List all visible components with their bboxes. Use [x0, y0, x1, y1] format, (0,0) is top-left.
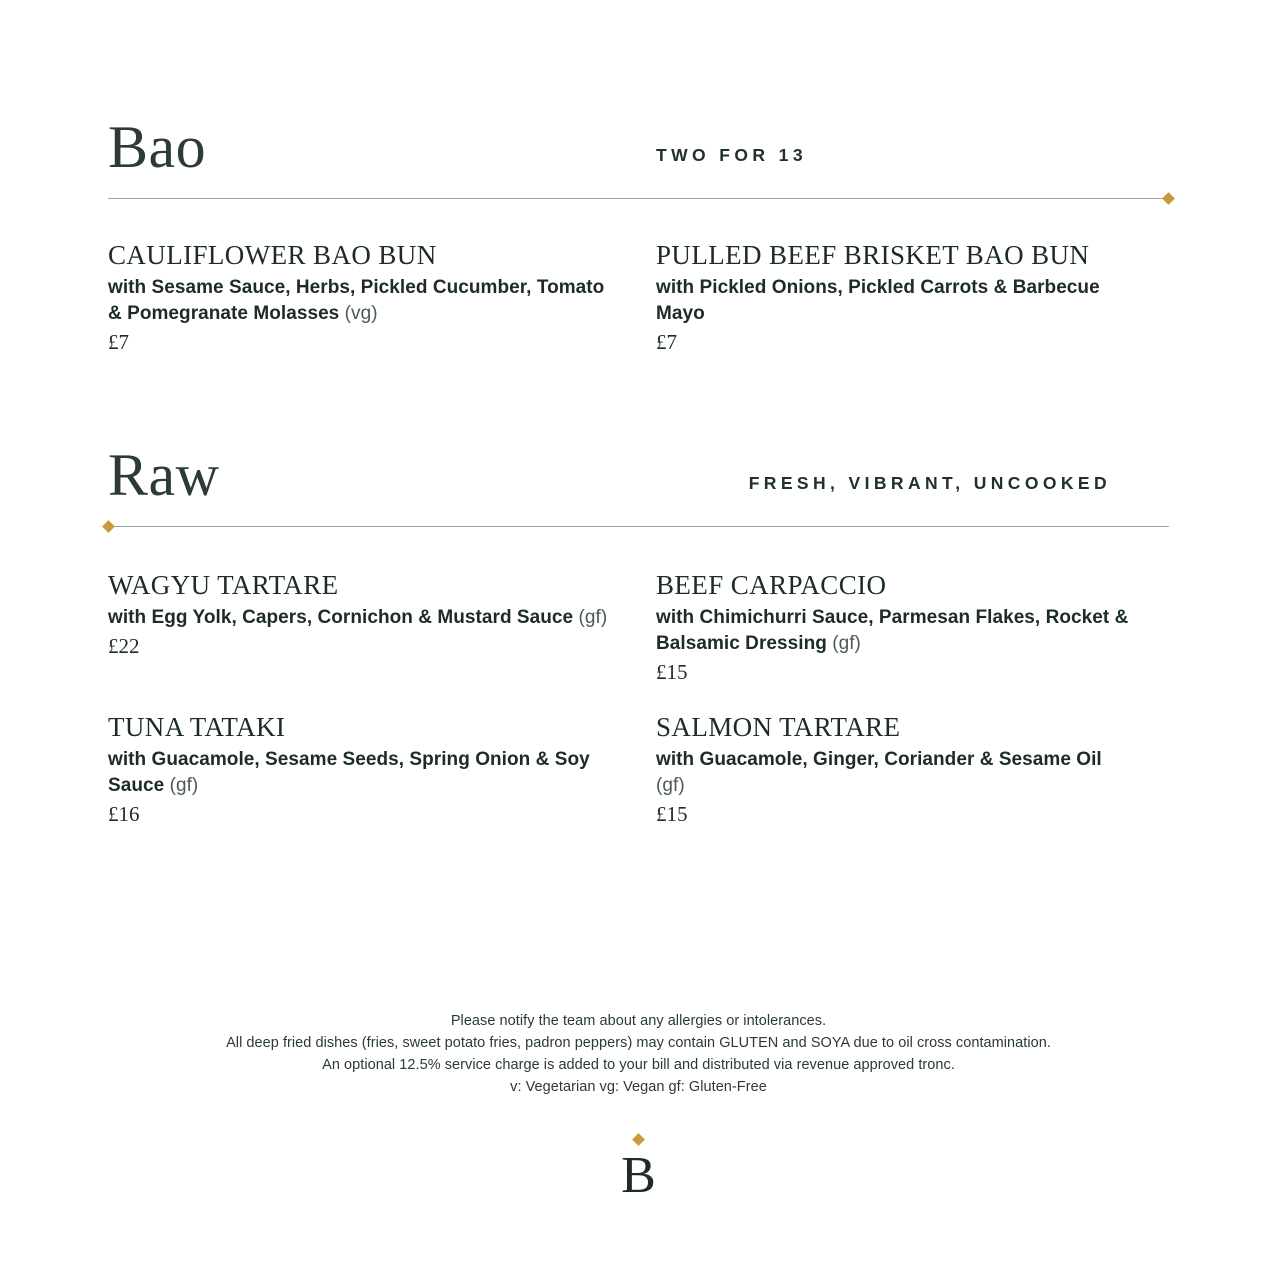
footer-fried-note: All deep fried dishes (fries, sweet potato fries, padron peppers) may contain GLUTEN and SOYA due to oil cross contamination. — [226, 1035, 1051, 1051]
item-description — [656, 605, 1129, 657]
section-bao-items — [108, 235, 1169, 361]
section-bao-tagline: TWO FOR 13 — [656, 145, 807, 165]
item-description-text: with Egg Yolk, Capers, Cornichon & Mustard Sauce — [108, 607, 574, 628]
diamond-icon — [1162, 192, 1175, 205]
section-raw — [108, 420, 1169, 833]
footer-allergy-note: Please notify the team about any allergies or intolerances. — [450, 1013, 827, 1029]
item-name: WAGYU TARTARE — [108, 570, 339, 600]
item-dietary-tag: (gf) — [578, 607, 608, 628]
section-raw-items — [108, 565, 1169, 833]
item-dietary-tag: (gf) — [169, 775, 199, 796]
section-bao — [108, 92, 1169, 361]
section-bao-header — [108, 92, 1169, 178]
item-dietary-tag: (gf) — [656, 775, 685, 796]
item-price: £15 — [656, 660, 688, 684]
item-description-text: with Pickled Onions, Pickled Carrots & Barbecue Mayo — [656, 277, 1100, 324]
brand-letter: B — [621, 1147, 656, 1204]
section-bao-rule — [108, 198, 1169, 199]
menu-item — [656, 707, 1169, 829]
item-name: BEEF CARPACCIO — [656, 570, 887, 600]
item-price: £16 — [108, 802, 140, 826]
menu-item — [108, 565, 656, 687]
menu-item — [656, 235, 1169, 357]
item-description — [108, 605, 616, 631]
item-name: TUNA TATAKI — [108, 712, 286, 742]
menu-item — [108, 235, 656, 357]
section-raw-header — [108, 420, 1169, 506]
item-name: SALMON TARTARE — [656, 712, 901, 742]
item-price: £7 — [108, 330, 129, 354]
footer-service-charge-note: An optional 12.5% service charge is added to your bill and distributed via revenue approved tronc. — [322, 1057, 955, 1073]
diamond-icon — [632, 1133, 645, 1146]
item-description-text: with Guacamole, Ginger, Coriander & Sesame Oil — [656, 749, 1102, 770]
section-raw-rule — [108, 526, 1169, 527]
item-name: CAULIFLOWER BAO BUN — [108, 240, 437, 270]
item-price: £15 — [656, 802, 688, 826]
item-dietary-tag: (gf) — [832, 633, 861, 654]
item-description — [108, 275, 616, 327]
menu-item — [108, 707, 656, 829]
brand-logo — [0, 1135, 1277, 1202]
section-raw-title: Raw — [108, 442, 220, 508]
item-description — [656, 275, 1129, 327]
item-price: £7 — [656, 330, 677, 354]
item-description-text: with Guacamole, Sesame Seeds, Spring Onion & Soy Sauce — [108, 749, 590, 796]
item-price: £22 — [108, 634, 140, 658]
item-name: PULLED BEEF BRISKET BAO BUN — [656, 240, 1090, 270]
diamond-icon — [102, 520, 115, 533]
item-description-text: with Sesame Sauce, Herbs, Pickled Cucumber, Tomato & Pomegranate Molasses — [108, 277, 605, 324]
footer-legend: v: Vegetarian vg: Vegan gf: Gluten-Free — [510, 1079, 767, 1095]
section-raw-tagline: FRESH, VIBRANT, UNCOOKED — [748, 473, 1111, 493]
item-dietary-tag: (vg) — [344, 303, 378, 324]
footer-notes — [0, 1010, 1277, 1098]
item-description — [108, 747, 616, 799]
item-description — [656, 747, 1129, 799]
item-description-text: with Chimichurri Sauce, Parmesan Flakes, Rocket & Balsamic Dressing — [656, 607, 1129, 654]
section-bao-title: Bao — [108, 114, 207, 180]
menu-item — [656, 565, 1169, 687]
